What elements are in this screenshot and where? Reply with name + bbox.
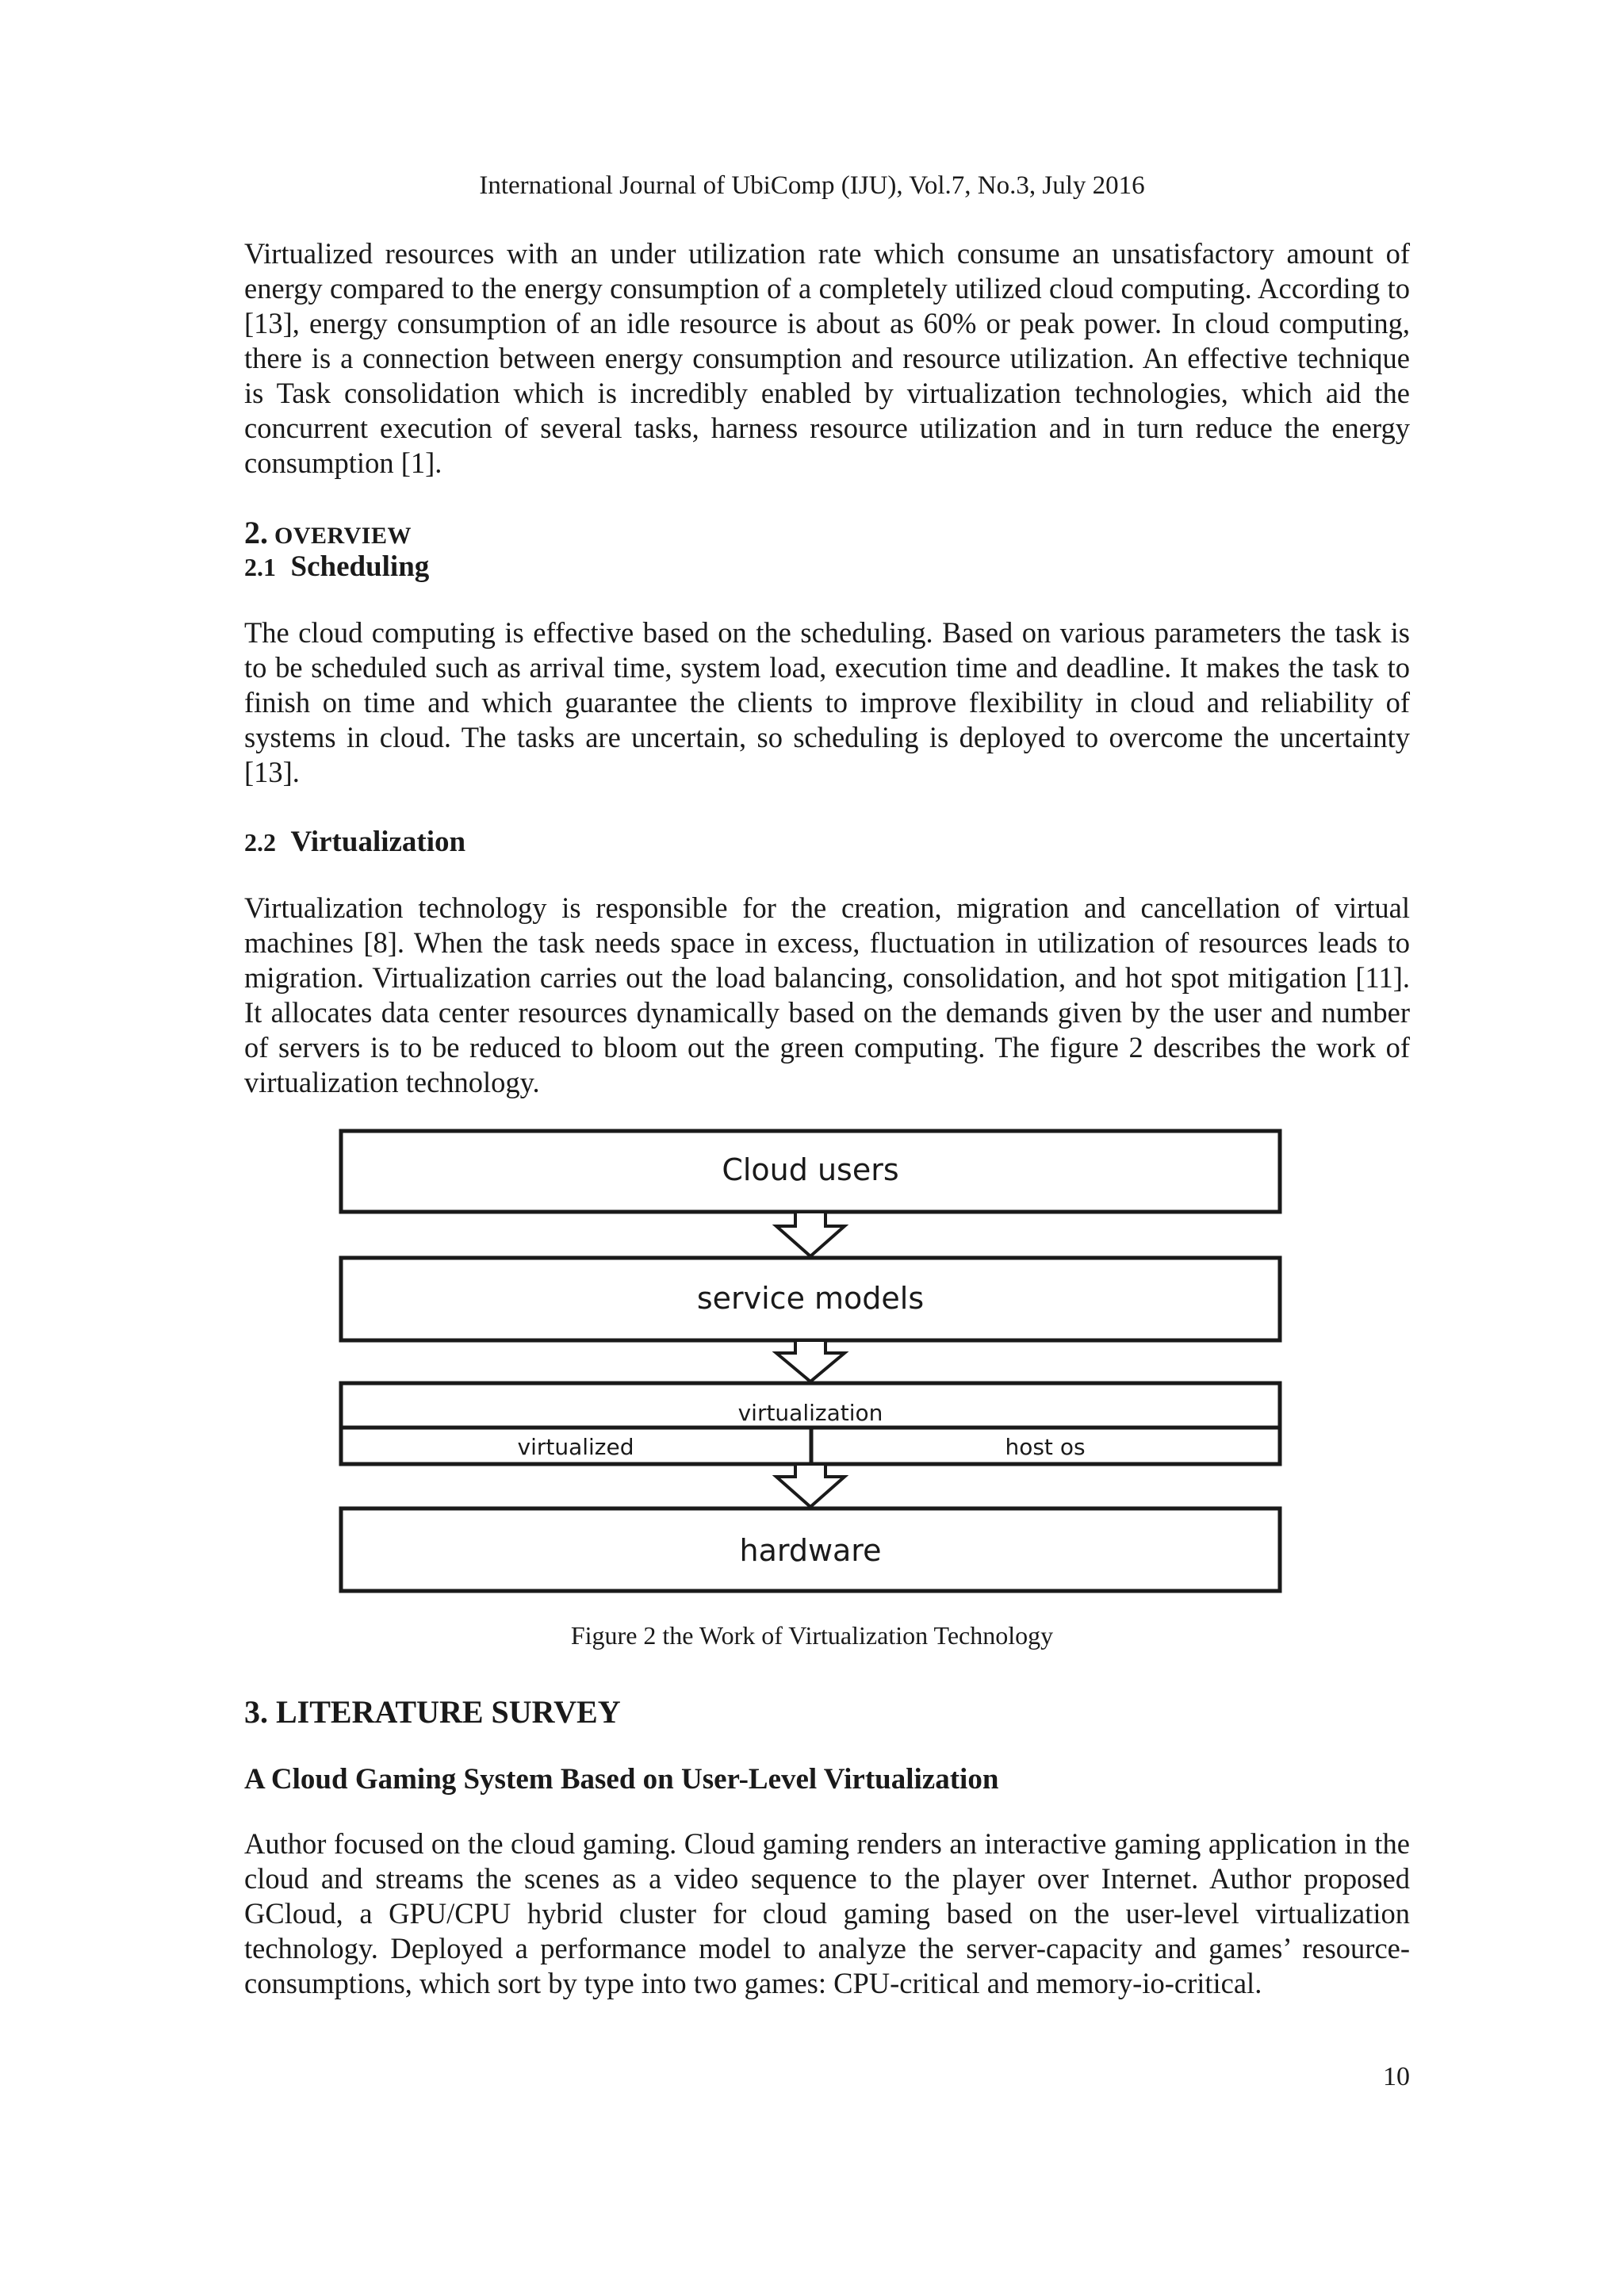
virtualized-label: virtualized [517, 1434, 634, 1460]
running-header: International Journal of UbiComp (IJU), Vol.7, No.3, July 2016 [479, 171, 1145, 200]
section-3-subheading: A Cloud Gaming System Based on User-Level Virtualization [244, 1763, 999, 1796]
down-arrow-icon [776, 1212, 845, 1256]
subsection-2-2-number: 2.2 [244, 828, 276, 857]
hardware-label: hardware [739, 1533, 882, 1568]
down-arrow-icon [776, 1340, 845, 1382]
intro-paragraph: Virtualized resources with an under utilization rate which consume an unsatisfactory amount of energy compared to the energy consumption of a completely utilized cloud computing. According to [13], energy consumption of an idle resource is about as 60% or peak power. In cloud computing, there is a connection between energy consumption and resource utilization. An effective technique is Task consolidation which is incredibly enabled by virtualization technologies, which aid the concurrent execution of several tasks, harness resource utilization and in turn reduce the energy consumption [1]. [244, 237, 1410, 479]
scheduling-paragraph: The cloud computing is effective based on the scheduling. Based on various parameters the task is to be scheduled such as arrival time, system load, execution time and deadline. It makes the task to finish on time and which guarantee the clients to improve flexibility in cloud and reliability of systems in cloud. The tasks are uncertain, so scheduling is deployed to overcome the uncertainty [13]. [244, 616, 1410, 788]
figure-caption: Figure 2 the Work of Virtualization Technology [570, 1621, 1054, 1650]
page-number: 10 [1383, 2062, 1410, 2091]
subsection-2-1-number: 2.1 [244, 553, 276, 581]
host-os-label: host os [1005, 1434, 1086, 1460]
service-models-label: service models [696, 1281, 925, 1316]
virtualization-paragraph: Virtualization technology is responsible for the creation, migration and cancellation of virtual machines [8]. When the task needs space in excess, fluctuation in utilization of resources leads to migration. Virtualization carries out the load balancing, consolidation, and hot spot mitigation [11]. It allocates data center resources dynamically based on the demands given by the user and number of servers is to be reduced to bloom out the green computing. The figure 2 describes the work of virtualization technology. [244, 891, 1410, 1098]
virtualization-label: virtualization [737, 1400, 883, 1426]
section-3-heading: 3. LITERATURE SURVEY [244, 1694, 621, 1730]
literature-paragraph: Author focused on the cloud gaming. Cloud gaming renders an interactive gaming application in the cloud and streams the scenes as a video sequence to the player over Internet. Author proposed GCloud, a GPU/CPU hybrid cluster for cloud gaming based on the user-level virtualization technology. Deployed a performance model to analyze the server-capacity and games’ resource-consumptions, which sort by type into two games: CPU-critical and memory-io-critical. [244, 1827, 1410, 1999]
subsection-2-2-title: Virtualization [290, 826, 466, 858]
section-2-number: 2. [244, 515, 268, 550]
section-2-title: OVERVIEW [274, 523, 412, 549]
subsection-2-1-title: Scheduling [290, 550, 430, 583]
down-arrow-icon [776, 1464, 845, 1507]
cloud-users-label: Cloud users [722, 1152, 899, 1187]
